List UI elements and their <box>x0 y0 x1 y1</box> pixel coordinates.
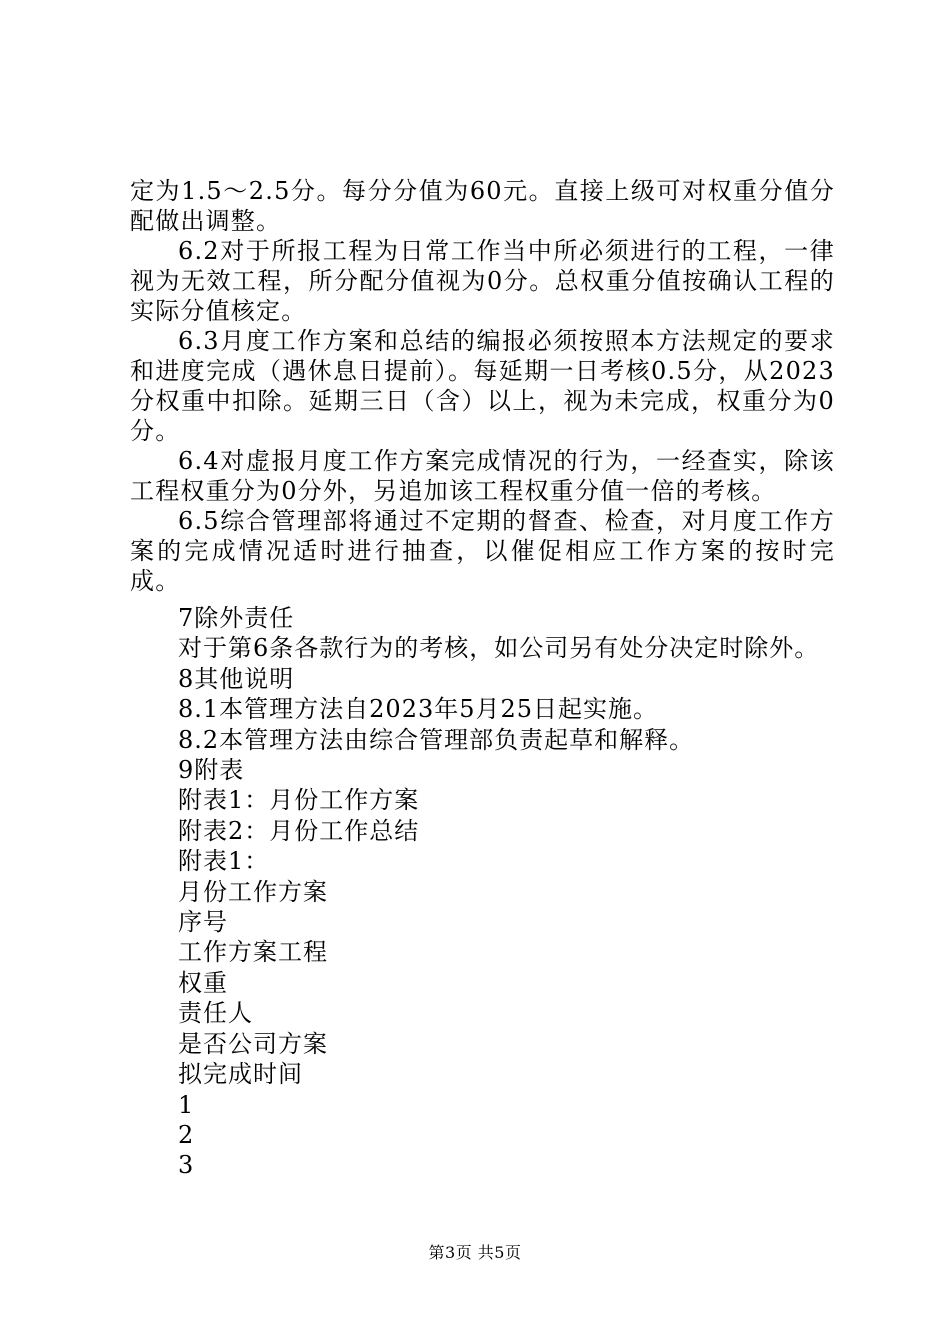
heading-other-notes: 8其他说明 <box>178 664 295 693</box>
appendix-section <box>178 603 858 1181</box>
text-effective-date: 8.1本管理方法自2023年5月25日起实施。 <box>178 695 659 724</box>
heading-attachments: 9附表 <box>178 756 245 785</box>
column-serial: 序号 <box>178 908 228 937</box>
paragraph-6-2: 6.2对于所报工程为日常工作当中所必须进行的工程，一律视为无效工程，所分配分值视为0分。总权重分值按确认工程的实际分值核定。 <box>130 237 835 325</box>
column-due-date: 拟完成时间 <box>178 1060 303 1089</box>
paragraph-6-4: 6.4对虚报月度工作方案完成情况的行为，一经查实，除该工程权重分为0分外，另追加该工程权重分值一倍的考核。 <box>130 447 835 505</box>
column-owner: 责任人 <box>178 999 253 1028</box>
column-company-plan: 是否公司方案 <box>178 1029 328 1058</box>
heading-exemption: 7除外责任 <box>178 604 295 632</box>
table-title: 月份工作方案 <box>178 877 328 906</box>
paragraph-6-5: 6.5综合管理部将通过不定期的督查、检查，对月度工作方案的完成情况适时进行抽查，以催促相应工作方案的按时完成。 <box>130 507 835 595</box>
paragraph-6-3: 6.3月度工作方案和总结的编报必须按照本方法规定的要求和进度完成（遇休息日提前）。每延期一日考核0.5分，从2023分权重中扣除。延期三日（含）以上，视为未完成，权重分为0分。 <box>130 327 835 445</box>
column-weight: 权重 <box>178 968 228 997</box>
row-number: 1 <box>178 1090 195 1119</box>
attachment-1-title: 附表1： <box>178 847 270 876</box>
attachment-1-ref: 附表1：月份工作方案 <box>178 786 420 815</box>
attachment-2-ref: 附表2：月份工作总结 <box>178 816 420 845</box>
text-drafting-dept: 8.2本管理方法由综合管理部负责起草和解释。 <box>178 725 695 754</box>
row-number: 3 <box>178 1151 195 1180</box>
paragraph-weight-value: 定为1.5～2.5分。每分分值为60元。直接上级可对权重分值分配做出调整。 <box>130 177 835 235</box>
row-number: 2 <box>178 1120 195 1149</box>
column-plan-item: 工作方案工程 <box>178 938 328 967</box>
page-footer: 第3页 共5页 <box>428 1243 522 1262</box>
text-exemption: 对于第6条各款行为的考核，如公司另有处分决定时除外。 <box>178 634 820 663</box>
rules-section <box>130 176 835 596</box>
